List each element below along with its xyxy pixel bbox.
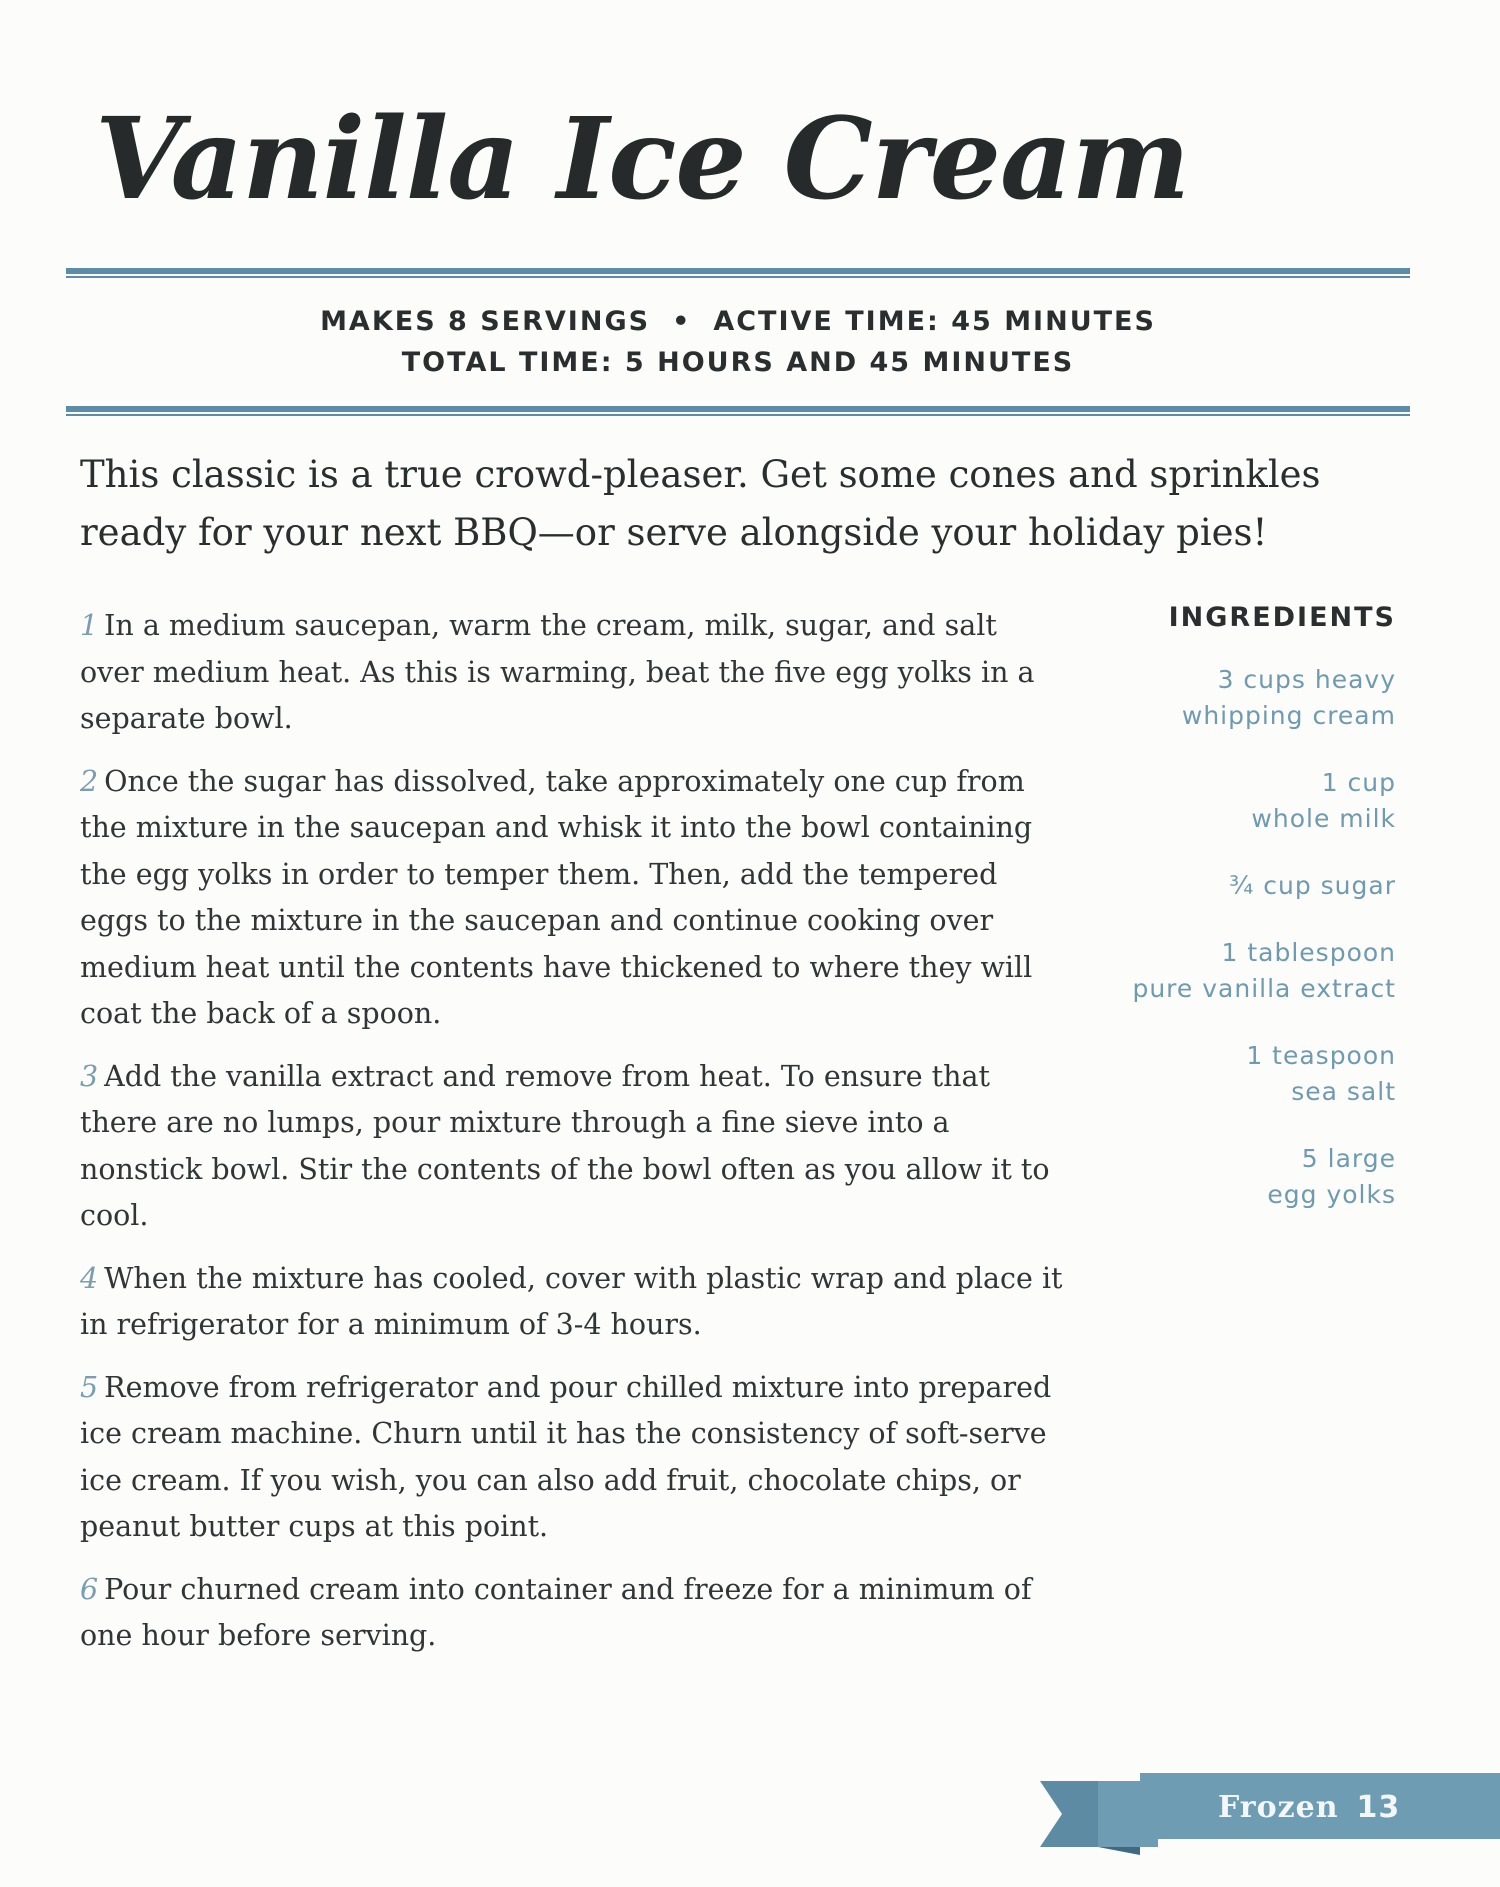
- ingredient-name: whipping cream: [1181, 701, 1396, 730]
- ingredient-name: sea salt: [1291, 1077, 1396, 1106]
- step-text: In a medium saucepan, warm the cream, milk, sugar, and salt over medium heat. As this is warming, beat the five egg yolks in a separate bowl.: [80, 609, 1035, 735]
- ingredient-item: [996, 935, 1396, 1007]
- ingredient-quantity: 5 large: [1301, 1144, 1396, 1173]
- step-number: 4: [80, 1261, 99, 1295]
- ingredients-heading: INGREDIENTS: [1168, 602, 1396, 633]
- ingredient-name: whole milk: [1251, 804, 1396, 833]
- ingredient-item: [996, 662, 1396, 734]
- active-time-label: ACTIVE TIME: 45 MINUTES: [713, 306, 1156, 337]
- instruction-step: [80, 1256, 1065, 1349]
- step-text: When the mixture has cooled, cover with plastic wrap and place it in refrigerator for a minimum of 3-4 hours.: [80, 1261, 1063, 1341]
- step-text: Pour churned cream into container and freeze for a minimum of one hour before serving.: [80, 1572, 1032, 1652]
- step-text: Add the vanilla extract and remove from heat. To ensure that there are no lumps, pour mixture through a fine sieve into a nonstick bowl. Stir the contents of the bowl often as you allow it to cool.: [80, 1059, 1050, 1232]
- step-text: Remove from refrigerator and pour chilled mixture into prepared ice cream machine. Churn until it has the consistency of soft-serve ice cream. If you wish, you can also add fruit, chocolate chips, or peanut butter cups at this point.: [80, 1370, 1052, 1543]
- ingredients-panel: [996, 600, 1396, 1244]
- total-time-label: TOTAL TIME: 5 HOURS AND 45 MINUTES: [401, 347, 1075, 378]
- instruction-step: [80, 603, 1065, 743]
- instruction-step: [80, 1054, 1065, 1240]
- recipe-title: Vanilla Ice Cream: [95, 94, 1190, 225]
- ingredient-name: pure vanilla extract: [1132, 974, 1396, 1003]
- ingredient-item: [996, 868, 1396, 904]
- step-number: 6: [80, 1572, 99, 1606]
- instruction-step: [80, 1567, 1065, 1660]
- ingredient-name: egg yolks: [1267, 1180, 1396, 1209]
- step-text: Once the sugar has dissolved, take approximately one cup from the mixture in the saucepan and whisk it into the bowl containing the egg yolks in order to temper them. Then, add the tempered eggs to the mixture in the saucepan and continue cooking over medium heat until the contents have thickened to where they will coat the back of a spoon.: [80, 764, 1033, 1030]
- step-number: 5: [80, 1370, 99, 1404]
- step-number: 3: [80, 1059, 99, 1093]
- section-name: Frozen: [1218, 1790, 1339, 1825]
- ingredient-item: [996, 1038, 1396, 1110]
- ingredient-quantity: 1 cup: [1321, 768, 1396, 797]
- step-number: 1: [80, 609, 99, 642]
- ingredient-quantity: 1 tablespoon: [1221, 938, 1396, 967]
- ingredient-quantity: ¾ cup sugar: [1229, 871, 1396, 900]
- ingredient-quantity: 3 cups heavy: [1217, 665, 1396, 694]
- ingredient-item: [996, 1141, 1396, 1213]
- instruction-step: [80, 1365, 1065, 1551]
- top-divider: [66, 268, 1410, 278]
- servings-and-active-time: [66, 301, 1410, 343]
- instructions-list: [80, 603, 1065, 1676]
- ingredient-item: [996, 765, 1396, 837]
- ribbon-tail: [1040, 1781, 1098, 1847]
- instruction-step: [80, 759, 1065, 1038]
- page-number: 13: [1356, 1790, 1401, 1825]
- step-number: 2: [80, 764, 99, 798]
- ribbon-front: [1098, 1781, 1158, 1847]
- bullet-separator: •: [672, 306, 692, 337]
- footer-page-label: [1218, 1790, 1400, 1825]
- recipe-intro: This classic is a true crowd-pleaser. Get some cones and sprinkles ready for your next BBQ—or serve alongside your holiday pies!: [80, 453, 1321, 554]
- ingredient-quantity: 1 teaspoon: [1246, 1041, 1396, 1070]
- servings-label: MAKES 8 SERVINGS: [320, 306, 651, 337]
- bottom-divider: [66, 406, 1410, 416]
